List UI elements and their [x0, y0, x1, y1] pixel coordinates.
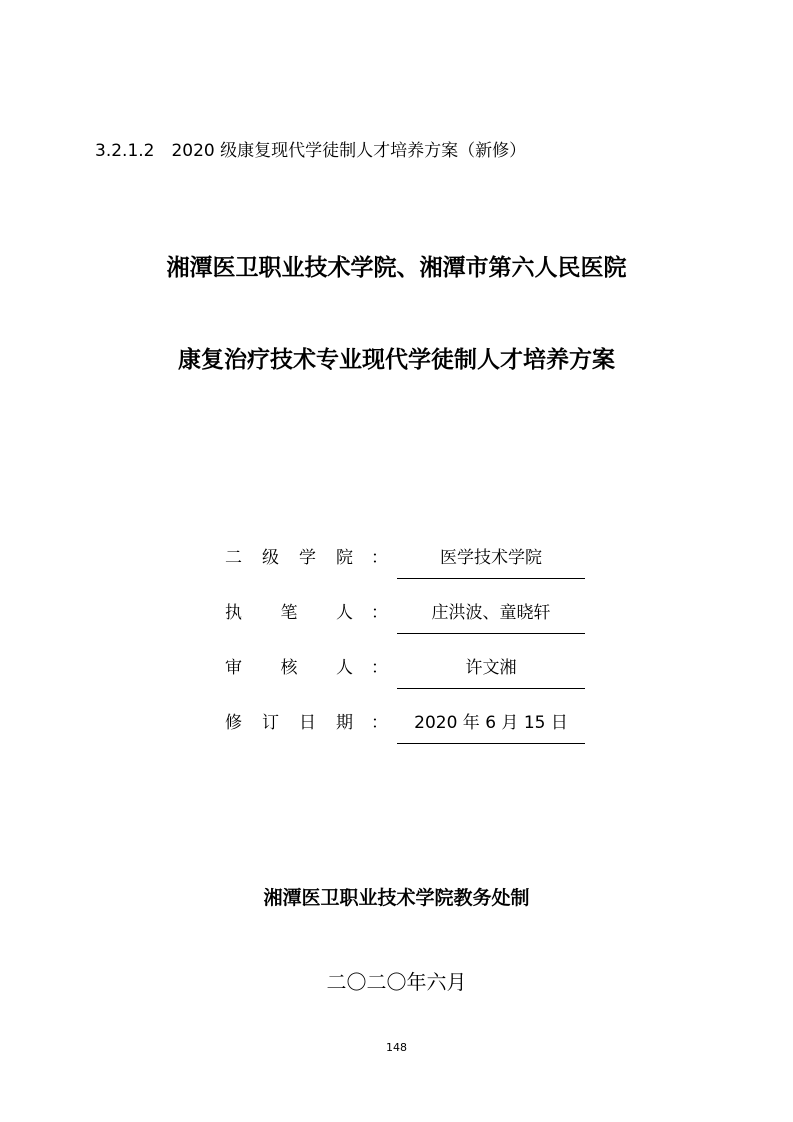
- footer-organization: 湘潭医卫职业技术学院教务处制: [263, 887, 530, 909]
- label-char: 订: [262, 713, 279, 733]
- info-underline: [397, 688, 585, 689]
- info-underline: [397, 743, 585, 744]
- info-underline: [397, 633, 585, 634]
- info-row-revision-date: [225, 705, 595, 745]
- info-row-reviewer: [225, 650, 595, 690]
- page-number: 148: [386, 1041, 407, 1054]
- footer-date: 二〇二〇年六月: [326, 970, 467, 994]
- label-char: 人: [336, 658, 353, 678]
- info-colon: ：: [371, 603, 388, 623]
- info-label-author: [225, 601, 353, 625]
- info-row-college: [225, 540, 595, 580]
- info-underline: [397, 578, 585, 579]
- label-char: 笔: [280, 603, 298, 623]
- label-char: 二: [225, 548, 242, 568]
- info-value-reviewer: 许文湘: [465, 658, 517, 678]
- info-label-reviewer: [225, 656, 353, 680]
- label-char: 期: [336, 713, 353, 733]
- label-char: 级: [262, 548, 279, 568]
- label-char: 审: [225, 658, 242, 678]
- label-char: 院: [336, 548, 353, 568]
- info-value-revision-date: 2020 年 6 月 15 日: [414, 713, 568, 733]
- info-value-author: 庄洪波、童晓轩: [431, 603, 551, 623]
- label-char: 核: [280, 658, 298, 678]
- info-label-revision-date: [225, 711, 353, 735]
- document-title-line-2: 康复治疗技术专业现代学徒制人才培养方案: [178, 346, 615, 373]
- label-char: 日: [299, 713, 316, 733]
- info-label-college: [225, 546, 353, 570]
- info-value-college: 医学技术学院: [440, 548, 542, 568]
- label-char: 执: [225, 603, 242, 623]
- section-heading: 3.2.1.2 2020 级康复现代学徒制人才培养方案（新修）: [95, 141, 527, 161]
- info-colon: ：: [371, 658, 388, 678]
- label-char: 人: [336, 603, 353, 623]
- label-char: 修: [225, 713, 242, 733]
- document-title-line-1: 湘潭医卫职业技术学院、湘潭市第六人民医院: [166, 254, 627, 281]
- label-char: 学: [299, 548, 316, 568]
- info-colon: ：: [371, 713, 388, 733]
- info-colon: ：: [371, 548, 388, 568]
- info-row-author: [225, 595, 595, 635]
